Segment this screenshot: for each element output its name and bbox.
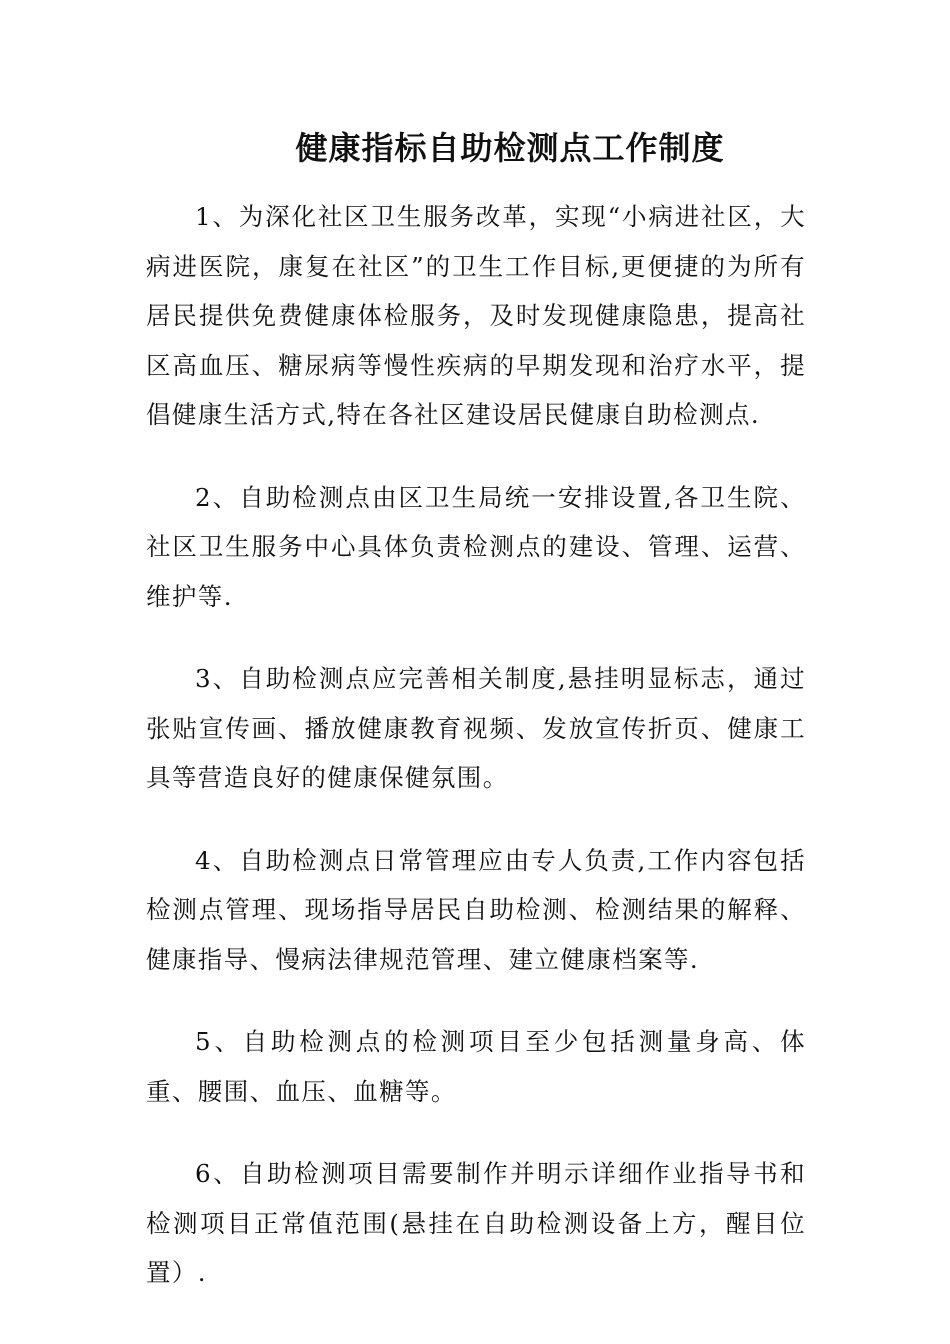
paragraph-4: 4、自助检测点日常管理应由专人负责,工作内容包括检测点管理、现场指导居民自助检测、检测结果的解释、健康指导、慢病法律规范管理、建立健康档案等. [146,845,806,974]
document-title: 健康指标自助检测点工作制度 [295,129,725,167]
paragraph-2: 2、自助检测点由区卫生局统一安排设置,各卫生院、社区卫生服务中心具体负责检测点的建设、管理、运营、维护等. [146,482,806,611]
paragraph-3: 3、自助检测点应完善相关制度,悬挂明显标志，通过张贴宣传画、播放健康教育视频、发放宣传折页、健康工具等营造良好的健康保健氛围。 [146,664,806,792]
paragraph-6: 6、自助检测项目需要制作并明示详细作业指导书和检测项目正常值范围(悬挂在自助检测设备上方，醒目位置）. [146,1159,806,1287]
paragraph-5: 5、自助检测点的检测项目至少包括测量身高、体重、腰围、血压、血糖等。 [146,1027,806,1106]
paragraph-1: 1、为深化社区卫生服务改革，实现“小病进社区，大病进医院，康复在社区”的卫生工作目标,更便捷的为所有居民提供免费健康体检服务，及时发现健康隐患，提高社区高血压、糖尿病等慢性疾病的早期发现和治疗水平，提倡健康生活方式,特在各社区建设居民健康自助检测点. [146,202,806,429]
document-body [146,192,806,1331]
